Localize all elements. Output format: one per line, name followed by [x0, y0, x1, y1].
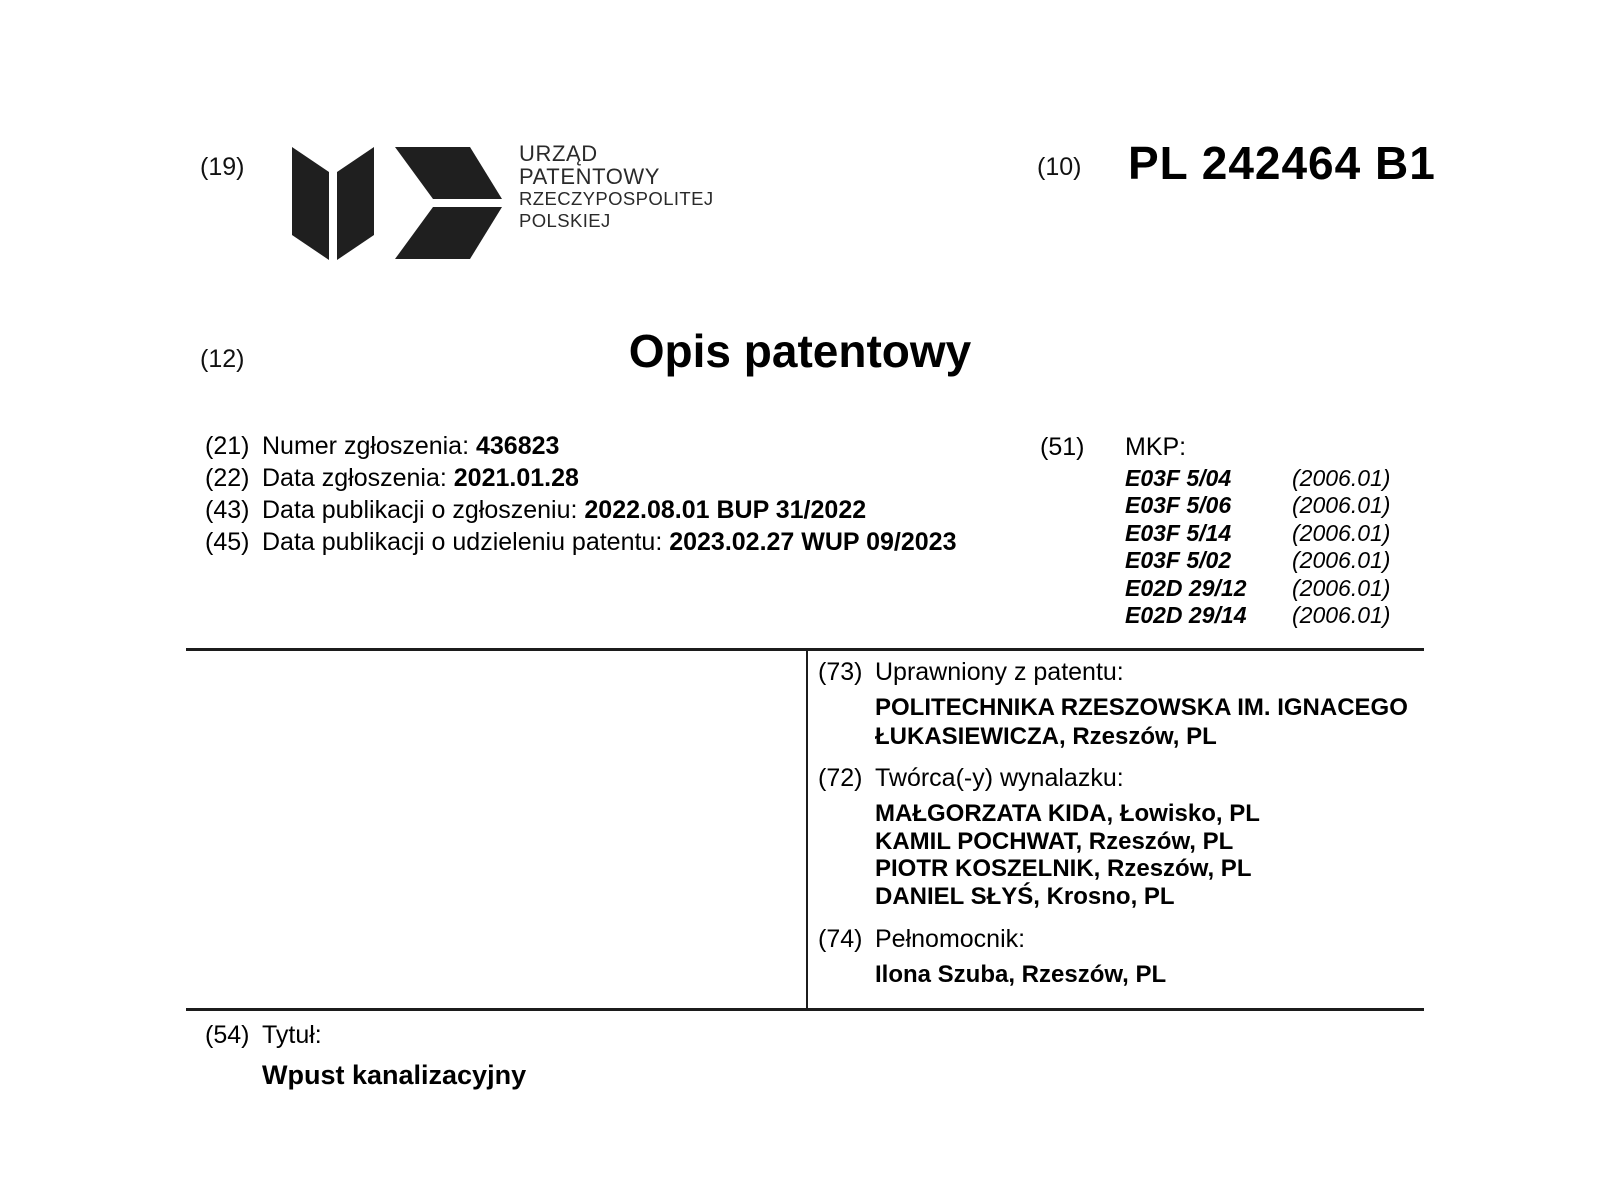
inid-54-code: (54) [205, 1021, 250, 1049]
patentee-line: ŁUKASIEWICZA, Rzeszów, PL [875, 722, 1217, 750]
biblio-label: Data zgłoszenia: [262, 464, 454, 492]
biblio-label: Data publikacji o zgłoszeniu: [262, 496, 585, 524]
biblio-row [205, 526, 956, 558]
biblio-row [205, 462, 956, 494]
biblio-value: 436823 [475, 432, 560, 460]
biblio-row [205, 430, 956, 462]
patentee-name [875, 694, 1438, 751]
class-code: E03F 5/14 [1125, 519, 1232, 546]
patentee-block [818, 657, 1438, 751]
class-version: (2006.01) [1292, 519, 1391, 546]
inid-21-code: (21) [205, 432, 250, 460]
title-label: Tytuł: [262, 1021, 322, 1049]
attorney-header [818, 924, 1438, 955]
document-type-title: Opis patentowy [628, 325, 972, 377]
separator-top-rule [186, 648, 1424, 651]
inventors-block [818, 763, 1438, 910]
inventor-line: PIOTR KOSZELNIK, Rzeszów, PL [875, 855, 1252, 882]
classification-row [1125, 520, 1390, 547]
attorney-label: Pełnomocnik: [875, 925, 1026, 953]
classification-row [1125, 602, 1390, 629]
class-version: (2006.01) [1292, 492, 1391, 519]
inid-12-code: (12) [200, 345, 245, 373]
patent-office-name [519, 142, 714, 231]
inventor-line: KAMIL POCHWAT, Rzeszów, PL [875, 827, 1234, 855]
classification-row [1125, 492, 1390, 519]
title-block [205, 1020, 526, 1091]
inid-10-code: (10) [1037, 153, 1082, 181]
inid-43-code: (43) [205, 496, 250, 524]
biblio-value: 2021.01.28 [453, 464, 579, 492]
inid-22-code: (22) [205, 464, 250, 492]
class-version: (2006.01) [1292, 465, 1391, 491]
classification-entries [1125, 465, 1390, 629]
class-code: E02D 29/12 [1125, 574, 1247, 601]
classification-block [1040, 432, 1390, 629]
biblio-row [205, 494, 956, 526]
biblio-value: 2022.08.01 BUP 31/2022 [584, 496, 867, 524]
office-name-line: POLSKIEJ [519, 209, 611, 231]
inid-74-code: (74) [818, 925, 863, 953]
office-name-line: URZĄD [519, 141, 598, 166]
inid-51-code: (51) [1040, 433, 1085, 461]
invention-title: Wpust kanalizacyjny [262, 1060, 527, 1090]
patentee-header [818, 657, 1438, 688]
inventors-label: Twórca(-y) wynalazku: [875, 764, 1124, 792]
publication-number: PL 242464 B1 [1128, 137, 1436, 189]
office-name-line: PATENTOWY [519, 164, 661, 189]
biblio-text [262, 494, 866, 526]
inventors-list [875, 800, 1438, 910]
biblio-label: Numer zgłoszenia: [262, 432, 476, 460]
patent-office-logo-icon [292, 144, 502, 262]
office-name-line: RZECZYPOSPOLITEJ [519, 188, 714, 209]
separator-bottom-rule [186, 1008, 1424, 1011]
attorney-block [818, 924, 1438, 990]
biblio-value: 2023.02.27 WUP 09/2023 [669, 528, 957, 556]
classification-row [1125, 575, 1390, 602]
inventor-line: MAŁGORZATA KIDA, Łowisko, PL [875, 800, 1260, 827]
inventors-header [818, 763, 1438, 794]
class-code: E03F 5/02 [1125, 547, 1232, 574]
biblio-text [262, 526, 956, 558]
classification-header [1040, 432, 1390, 462]
class-version: (2006.01) [1292, 574, 1391, 601]
inid-45-code: (45) [205, 528, 250, 556]
inventor-line: DANIEL SŁYŚ, Krosno, PL [875, 882, 1175, 910]
patentee-line: POLITECHNIKA RZESZOWSKA IM. IGNACEGO [875, 694, 1408, 721]
inid-72-code: (72) [818, 764, 863, 792]
attorney-name [875, 961, 1438, 990]
biblio-label: Data publikacji o udzieleniu patentu: [262, 528, 670, 556]
classification-label: MKP: [1125, 433, 1187, 461]
title-header [205, 1020, 526, 1051]
bibliographic-data [205, 430, 956, 558]
class-version: (2006.01) [1292, 547, 1391, 574]
patentee-label: Uprawniony z patentu: [875, 658, 1124, 686]
inid-19-code: (19) [200, 153, 245, 181]
biblio-text [262, 430, 559, 462]
biblio-text [262, 462, 579, 494]
column-divider-rule [806, 648, 808, 1010]
classification-row [1125, 547, 1390, 574]
class-code: E03F 5/04 [1125, 465, 1232, 491]
class-code: E03F 5/06 [1125, 492, 1232, 519]
attorney-line: Ilona Szuba, Rzeszów, PL [875, 961, 1167, 988]
inid-73-code: (73) [818, 658, 863, 686]
class-code: E02D 29/14 [1125, 602, 1247, 629]
class-version: (2006.01) [1292, 602, 1391, 629]
classification-row [1125, 465, 1390, 492]
